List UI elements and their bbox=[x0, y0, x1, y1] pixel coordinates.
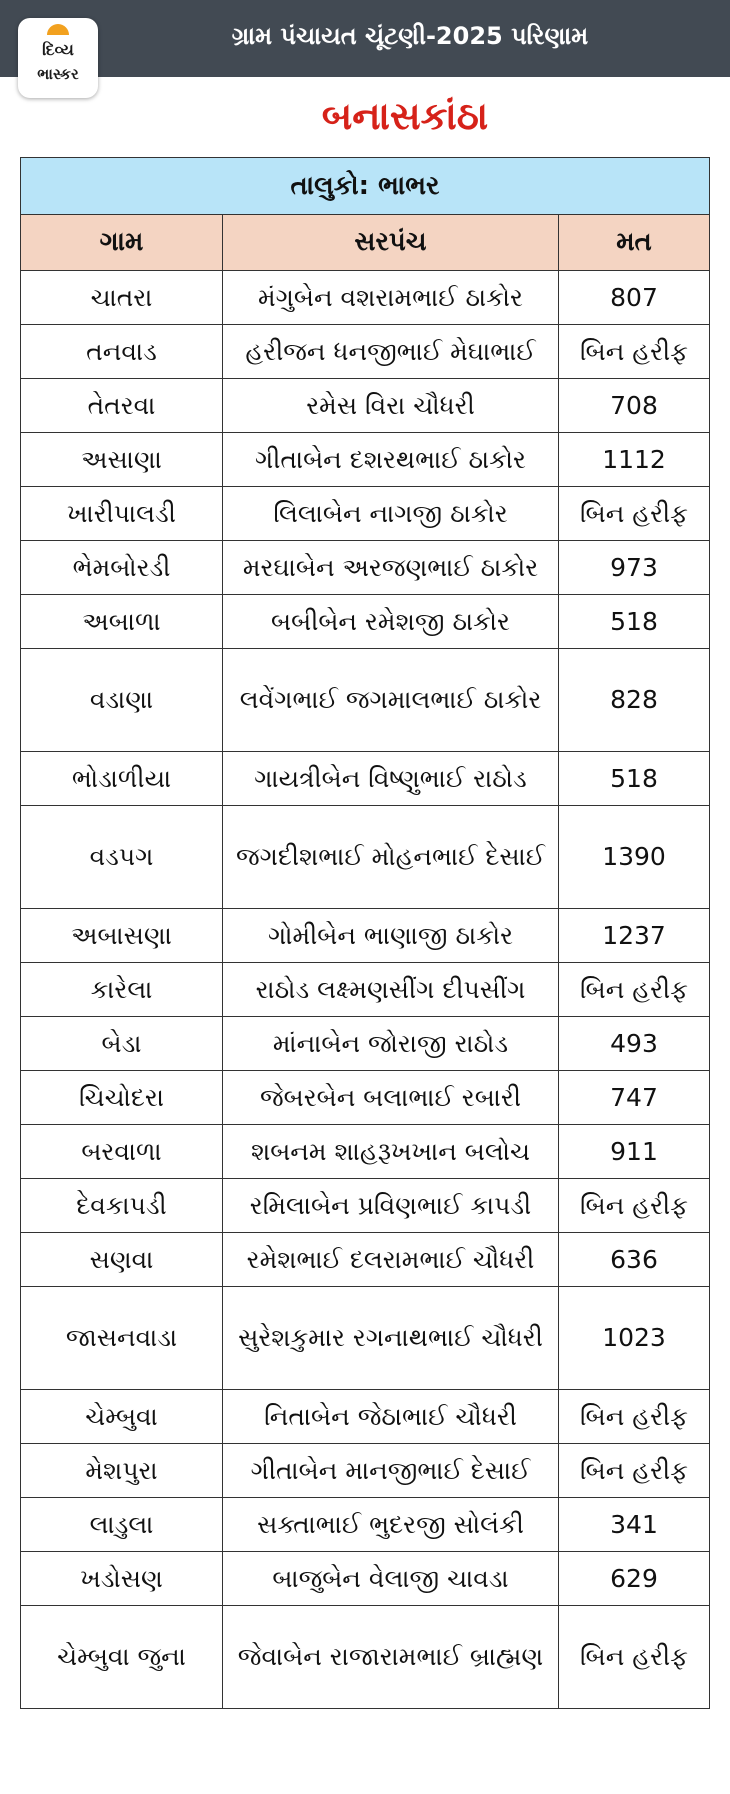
table-row bbox=[21, 752, 710, 806]
divya-bhaskar-logo bbox=[18, 18, 98, 98]
table-row bbox=[21, 806, 710, 909]
village-cell: ભેમબોરડી bbox=[21, 541, 223, 595]
votes-cell: બિન હરીફ bbox=[559, 1444, 710, 1498]
village-cell: તેતરવા bbox=[21, 379, 223, 433]
votes-cell: 518 bbox=[559, 752, 710, 806]
village-cell: દેવકાપડી bbox=[21, 1179, 223, 1233]
table-row bbox=[21, 433, 710, 487]
table-row bbox=[21, 541, 710, 595]
logo-sun-icon bbox=[47, 24, 69, 35]
votes-cell: 629 bbox=[559, 1552, 710, 1606]
table-row bbox=[21, 1444, 710, 1498]
votes-cell: બિન હરીફ bbox=[559, 963, 710, 1017]
sarpanch-cell: રાઠોડ લક્ષ્મણસીંગ દીપસીંગ bbox=[223, 963, 559, 1017]
votes-cell: 1023 bbox=[559, 1287, 710, 1390]
sarpanch-cell: બબીબેન રમેશજી ઠાકોર bbox=[223, 595, 559, 649]
village-cell: તનવાડ bbox=[21, 325, 223, 379]
votes-cell: 973 bbox=[559, 541, 710, 595]
table-row bbox=[21, 271, 710, 325]
village-cell: ચેમ્બુવા bbox=[21, 1390, 223, 1444]
table-row bbox=[21, 1390, 710, 1444]
votes-cell: બિન હરીફ bbox=[559, 1179, 710, 1233]
village-cell: ખડોસણ bbox=[21, 1552, 223, 1606]
taluka-header: તાલુકો: ભાભર bbox=[21, 158, 710, 215]
village-cell: કારેલા bbox=[21, 963, 223, 1017]
votes-cell: 1390 bbox=[559, 806, 710, 909]
table-row bbox=[21, 325, 710, 379]
village-cell: જાસનવાડા bbox=[21, 1287, 223, 1390]
votes-cell: 518 bbox=[559, 595, 710, 649]
village-cell: ખારીપાલડી bbox=[21, 487, 223, 541]
votes-cell: 911 bbox=[559, 1125, 710, 1179]
table-row bbox=[21, 1233, 710, 1287]
sarpanch-cell: માંનાબેન જોરાજી રાઠોડ bbox=[223, 1017, 559, 1071]
sarpanch-cell: ગીતાબેન માનજીભાઈ દેસાઈ bbox=[223, 1444, 559, 1498]
votes-cell: બિન હરીફ bbox=[559, 1390, 710, 1444]
sarpanch-cell: જેબરબેન બલાભાઈ રબારી bbox=[223, 1071, 559, 1125]
votes-cell: બિન હરીફ bbox=[559, 325, 710, 379]
sarpanch-cell: હરીજન ધનજીભાઈ મેઘાભાઈ bbox=[223, 325, 559, 379]
sarpanch-cell: રમેસ વિરા ચૌધરી bbox=[223, 379, 559, 433]
sarpanch-cell: જગદીશભાઈ મોહનભાઈ દેસાઈ bbox=[223, 806, 559, 909]
sarpanch-cell: સુરેશકુમાર રગનાથભાઈ ચૌધરી bbox=[223, 1287, 559, 1390]
sarpanch-cell: લિલાબેન નાગજી ઠાકોર bbox=[223, 487, 559, 541]
village-cell: બરવાળા bbox=[21, 1125, 223, 1179]
table-row bbox=[21, 1498, 710, 1552]
sarpanch-cell: જેવાબેન રાજારામભાઈ બ્રાહ્મણ bbox=[223, 1606, 559, 1709]
village-cell: સણવા bbox=[21, 1233, 223, 1287]
table-row bbox=[21, 595, 710, 649]
votes-cell: 636 bbox=[559, 1233, 710, 1287]
sarpanch-cell: ગીતાબેન દશરથભાઈ ઠાકોર bbox=[223, 433, 559, 487]
votes-cell: 708 bbox=[559, 379, 710, 433]
table-row bbox=[21, 1017, 710, 1071]
table-row bbox=[21, 1125, 710, 1179]
village-cell: બેડા bbox=[21, 1017, 223, 1071]
sarpanch-cell: રમેશભાઈ દલરામભાઈ ચૌધરી bbox=[223, 1233, 559, 1287]
sarpanch-cell: ગાયત્રીબેન વિષ્ણુભાઈ રાઠોડ bbox=[223, 752, 559, 806]
table-row bbox=[21, 1552, 710, 1606]
table-row bbox=[21, 649, 710, 752]
sarpanch-cell: રમિલાબેન પ્રવિણભાઈ કાપડી bbox=[223, 1179, 559, 1233]
village-cell: ચાતરા bbox=[21, 271, 223, 325]
votes-cell: 828 bbox=[559, 649, 710, 752]
village-cell: લાડુલા bbox=[21, 1498, 223, 1552]
votes-cell: બિન હરીફ bbox=[559, 487, 710, 541]
logo-text-line2: ભાસ્કર bbox=[37, 65, 79, 83]
sarpanch-cell: ગોમીબેન ભાણાજી ઠાકોર bbox=[223, 909, 559, 963]
table-row bbox=[21, 963, 710, 1017]
sarpanch-cell: લવેંગભાઈ જગમાલભાઈ ઠાકોર bbox=[223, 649, 559, 752]
votes-cell: 1112 bbox=[559, 433, 710, 487]
table-row bbox=[21, 909, 710, 963]
table-row bbox=[21, 1071, 710, 1125]
district-title: બનાસકાંઠા bbox=[321, 94, 489, 138]
table-row bbox=[21, 1606, 710, 1709]
table-row bbox=[21, 1179, 710, 1233]
village-cell: ચિચોદરા bbox=[21, 1071, 223, 1125]
village-cell: ભોડાળીયા bbox=[21, 752, 223, 806]
village-cell: વડપગ bbox=[21, 806, 223, 909]
votes-cell: 341 bbox=[559, 1498, 710, 1552]
column-header-votes: મત bbox=[559, 215, 710, 271]
sarpanch-cell: સક્તાભાઈ ભુદરજી સોલંકી bbox=[223, 1498, 559, 1552]
votes-cell: 807 bbox=[559, 271, 710, 325]
column-header-sarpanch: સરપંચ bbox=[223, 215, 559, 271]
table-row bbox=[21, 379, 710, 433]
sarpanch-cell: મરઘાબેન અરજણભાઈ ઠાકોર bbox=[223, 541, 559, 595]
village-cell: અબાસણા bbox=[21, 909, 223, 963]
votes-cell: 493 bbox=[559, 1017, 710, 1071]
sarpanch-cell: મંગુબેન વશરામભાઈ ઠાકોર bbox=[223, 271, 559, 325]
sarpanch-cell: શબનમ શાહરૂખખાન બલોચ bbox=[223, 1125, 559, 1179]
column-header-village: ગામ bbox=[21, 215, 223, 271]
village-cell: અસાણા bbox=[21, 433, 223, 487]
header-bar bbox=[0, 0, 730, 77]
table-row bbox=[21, 1287, 710, 1390]
votes-cell: 747 bbox=[559, 1071, 710, 1125]
village-cell: ચેમ્બુવા જુના bbox=[21, 1606, 223, 1709]
village-cell: વડાણા bbox=[21, 649, 223, 752]
sarpanch-cell: નિતાબેન જેઠાભાઈ ચૌધરી bbox=[223, 1390, 559, 1444]
votes-cell: બિન હરીફ bbox=[559, 1606, 710, 1709]
votes-cell: 1237 bbox=[559, 909, 710, 963]
page-title: ગ્રામ પંચાયત ચૂંટણી-2025 પરિણામ bbox=[231, 22, 589, 50]
results-table bbox=[20, 157, 710, 1709]
logo-text-line1: દિવ્ય bbox=[42, 40, 74, 59]
village-cell: અબાળા bbox=[21, 595, 223, 649]
table-row bbox=[21, 487, 710, 541]
sarpanch-cell: બાજુબેન વેલાજી ચાવડા bbox=[223, 1552, 559, 1606]
village-cell: મેશપુરા bbox=[21, 1444, 223, 1498]
